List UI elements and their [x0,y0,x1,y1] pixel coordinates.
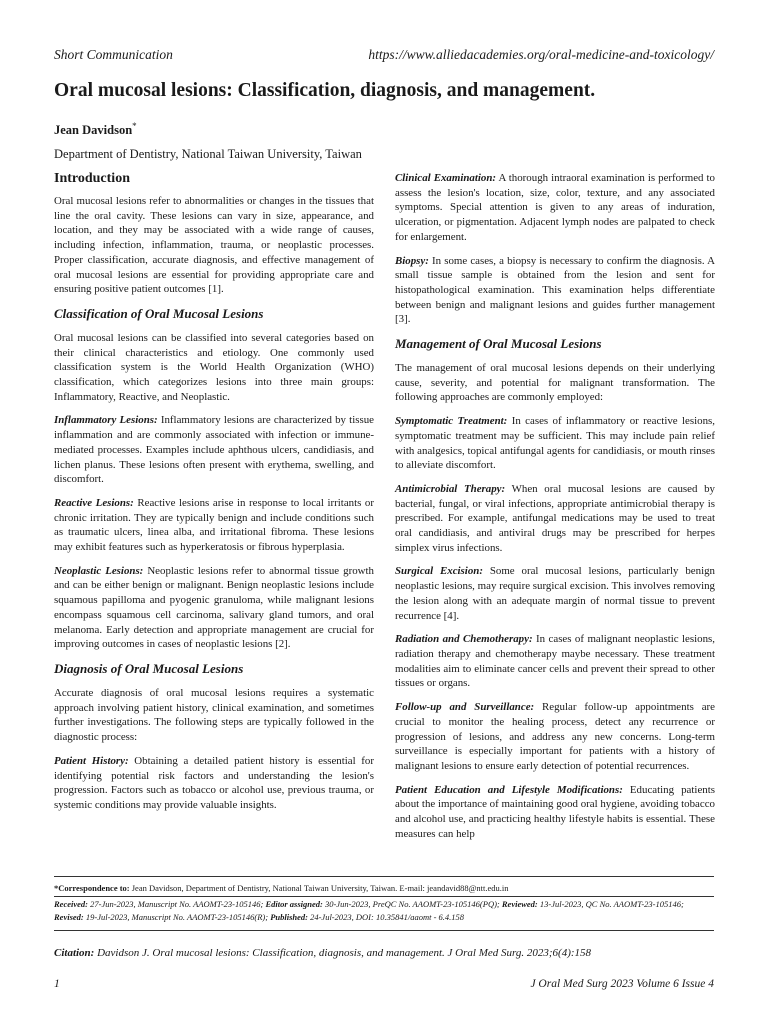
correspondence-label: *Correspondence to: [54,883,130,893]
education-paragraph [395,783,715,842]
inflammatory-lead: Inflammatory Lesions: [54,414,158,427]
footnote-top-rule [54,876,714,877]
clinical-exam-text: A thorough intraoral examination is performed to assess the lesion's location, size, color, texture, and any associated symptoms. Special attention is given to any areas of induration, ulceration, or pigmentation. Adjacent lymph nodes are palpated to check for enlargement. [395,172,715,243]
intro-heading: Introduction [54,171,130,186]
author-line [54,121,137,138]
journal-issue: J Oral Med Surg 2023 Volume 6 Issue 4 [530,978,714,990]
editor-label: Editor assigned: [265,899,323,909]
author-name: Jean Davidson [54,123,133,138]
clinical-exam-lead: Clinical Examination: [395,172,497,184]
left-column [54,171,374,822]
right-column [395,171,715,850]
reviewed-text: 13-Jul-2023, QC No. AAOMT-23-105146; [537,899,684,909]
received-label: Received: [54,899,88,909]
editor-text: 30-Jun-2023, PreQC No. AAOMT-23-105146(PQ); [322,899,502,909]
antimicrobial-text: When oral mucosal lesions are caused by bacterial, fungal, or viral infections, appropriate antimicrobial therapy is prescribed. For example, antifungal medications may be used to treat oral candidiasis, and antiviral drugs may be prescribed for herpes simplex virus infections. [395,482,715,554]
radiation-lead: Radiation and Chemotherapy: [395,633,533,646]
revised-text: 19-Jul-2023, Manuscript No. AAOMT-23-105146(R); [83,912,271,922]
citation-text: Davidson J. Oral mucosal lesions: Classification, diagnosis, and management. J Oral Med Surg. 2023;6(4):158 [94,947,592,959]
radiation-text: In cases of malignant neoplastic lesions, radiation therapy and chemotherapy maybe necessary. These treatment modalities aim to eliminate cancer cells and prevent their spread to other tissues or organs. [395,633,715,690]
inflammatory-text: Inflammatory lesions are characterized by tissue inflammation and are commonly associated with infection or immune-mediated processes. Examples include aphthous ulcers, candidiasis, and lichen planus. These lesions often present with erythema, swelling, and discomfort. [54,414,374,486]
neoplastic-lead: Neoplastic Lesions: [54,564,144,577]
patient-history-text: Obtaining a detailed patient history is essential for identifying potential risk factors and understanding the lesion's progression. Factors such as tobacco or alcohol use, previous trauma, or systemic conditions may provide valuable insights. [54,754,374,811]
radiation-paragraph [395,632,715,691]
reactive-lead: Reactive Lesions: [54,496,134,509]
antimicrobial-paragraph [395,482,715,556]
footnote-mid-rule [54,896,714,897]
patient-history-paragraph [54,754,374,813]
surgical-text: Some oral mucosal lesions, particularly benign neoplastic lesions, may require surgical excision. This involves removing the lesion along with an adequate margin of normal tissue to prevent recurrence [4]. [395,565,716,622]
symptomatic-text: In cases of inflammatory or reactive lesions, symptomatic treatment may be sufficient. This may include pain relief with analgesics, topical antifungal agents for candidiasis, or mouth rinses to alleviate discomfort. [395,415,716,472]
citation-label: Citation: [54,947,95,959]
neoplastic-paragraph [54,564,374,652]
correspondence-text: Jean Davidson, Department of Dentistry, National Taiwan University, Taiwan. E-mail: jeandavid88@ntt.edu.in [129,883,509,893]
management-paragraph: The management of oral mucosal lesions depends on their underlying cause, severity, and potential for malignant transformation. The following approaches are commonly employed: [395,362,715,404]
correspondence-note [54,882,714,895]
education-text: Educating patients about the importance of maintaining good oral hygiene, avoiding tobacco and alcohol use, and practicing healthy lifestyle habits is essential. These measures can help [395,783,715,840]
page-number: 1 [54,978,60,990]
diagnosis-heading: Diagnosis of Oral Mucosal Lesions [54,660,244,676]
article-type: Short Communication [54,47,173,62]
management-heading: Management of Oral Mucosal Lesions [395,336,602,352]
patient-history-lead: Patient History: [54,754,129,767]
symptomatic-paragraph [395,414,715,473]
running-footer [54,978,714,990]
biopsy-paragraph [395,254,715,328]
education-lead: Patient Education and Lifestyle Modifications: [395,783,623,796]
author-mark: * [132,121,137,131]
followup-lead: Follow-up and Surveillance: [395,701,535,714]
inflammatory-paragraph [54,413,374,487]
diagnosis-paragraph: Accurate diagnosis of oral mucosal lesions requires a systematic approach involving patient history, clinical examination, and sometimes further investigations. The following steps are typically followed in the diagnostic process: [54,686,374,744]
published-text: 24-Jul-2023, DOI: 10.35841/aaomt - 6.4.158 [307,912,465,922]
citation [54,947,714,959]
received-text: 27-Jun-2023, Manuscript No. AAOMT-23-105146; [87,899,266,909]
surgical-lead: Surgical Excision: [395,565,483,578]
reviewed-label: Reviewed: [501,899,538,909]
journal-url[interactable]: https://www.alliedacademies.org/oral-medicine-and-toxicology/ [368,47,714,62]
affiliation: Department of Dentistry, National Taiwan University, Taiwan [54,147,362,161]
published-label: Published: [270,912,308,922]
revised-label: Revised: [54,912,84,922]
running-header [54,47,714,63]
dates-note [54,898,714,924]
reactive-text: Reactive lesions arise in response to local irritants or chronic irritation. They are typically benign and include conditions such as traumatic ulcers, linea alba, and irritational fibroma. These lesions may exhibit features such as hyperkeratosis or fibrous hyperplasia. [54,496,375,554]
followup-text: Regular follow-up appointments are crucial to monitor the healing process, detect any recurrence or progression of lesions, and address any new concerns. Long-term surveillance is especially important for patients with a history of malignant lesions to ensure early detection of potential recurrences. [395,701,715,772]
intro-paragraph: Oral mucosal lesions refer to abnormalities or changes in the tissues that line the oral cavity. These lesions can vary in size, appearance, and location, and they may be associated with a wide range of causes, including infection, inflammation, trauma, or neoplastic processes. Proper classification, accurate diagnosis, and effective management of oral mucosal lesions are essential for providing appropriate care and ensuring positive patient outcomes [1]. [54,195,374,296]
symptomatic-lead: Symptomatic Treatment: [395,415,508,428]
classification-paragraph: Oral mucosal lesions can be classified into several categories based on their clinical characteristics and etiology. One commonly used classification system is the World Health Organization (WHO) classification, which categorizes lesions into three main groups: Inflammatory, Reactive, and Neoplastic. [54,331,374,403]
biopsy-lead: Biopsy: [395,254,429,267]
footnote-bottom-rule [54,930,714,931]
article-title: Oral mucosal lesions: Classification, diagnosis, and management. [54,80,596,101]
neoplastic-text: Neoplastic lesions refer to abnormal tissue growth and can be either benign or malignant. Benign neoplastic lesions include squamous papilloma and pyogenic granuloma, while malignant lesions encompass squamous cell carcinoma, salivary gland tumors, and oral melanoma. Early detection and appropriate management are crucial for improving outcomes in cases of neoplastic lesions [2]. [54,564,374,651]
classification-heading: Classification of Oral Mucosal Lesions [54,305,264,321]
clinical-exam-paragraph [395,171,715,245]
reactive-paragraph [54,496,374,555]
followup-paragraph [395,700,715,774]
surgical-paragraph [395,564,715,623]
biopsy-text: In some cases, a biopsy is necessary to confirm the diagnosis. A small tissue sample is obtained from the lesion and sent for histopathological examination. This examination helps differentiate between benign and malignant lesions and guides further management [3]. [395,254,715,326]
antimicrobial-lead: Antimicrobial Therapy: [395,482,506,495]
